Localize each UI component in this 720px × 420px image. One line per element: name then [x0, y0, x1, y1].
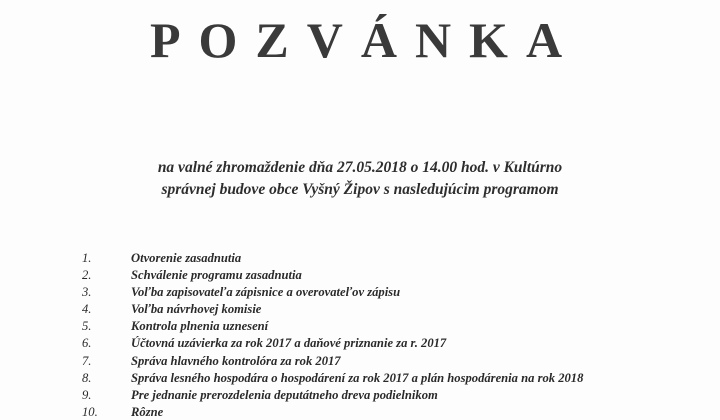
document-title: POZVÁNKA [149, 12, 581, 68]
subtitle-line-1: na valné zhromaždenie dňa 27.05.2018 o 14.00 hod. v Kultúrno [157, 159, 563, 176]
agenda-item-number: 4. [82, 302, 92, 317]
agenda-item-number: 5. [82, 319, 92, 334]
agenda-item [82, 335, 702, 352]
agenda-item-number: 2. [82, 268, 92, 283]
agenda-item-text: Správa lesného hospodára o hospodárení za rok 2017 a plán hospodárenia na rok 2018 [131, 370, 584, 385]
agenda-item [82, 301, 702, 318]
agenda-item-number: 10. [82, 404, 98, 419]
subtitle-line-2: správnej budove obce Vyšný Žipov s nasledujúcim programom [161, 181, 559, 198]
agenda-item [82, 250, 702, 267]
invitation-subtitle [0, 157, 720, 201]
agenda-item-text: Účtovná uzávierka za rok 2017 a daňové priznanie za r. 2017 [131, 336, 447, 351]
agenda-item-number: 6. [82, 336, 92, 351]
agenda-item-text: Schválenie programu zasadnutia [131, 268, 302, 283]
agenda-item-number: 1. [82, 251, 92, 265]
agenda-item-text: Otvorenie zasadnutia [131, 251, 242, 265]
agenda-item-text: Kontrola plnenia uznesení [131, 319, 269, 334]
agenda-item [82, 318, 702, 335]
agenda-item [82, 267, 702, 284]
agenda-item-text: Voľba návrhovej komisie [131, 302, 262, 317]
agenda-list [82, 250, 702, 420]
agenda-item-number: 8. [82, 370, 92, 385]
agenda-item-text: Správa hlavného kontrolóra za rok 2017 [131, 353, 341, 368]
agenda-item-number: 3. [82, 285, 92, 300]
agenda-item [82, 353, 702, 370]
agenda-item [82, 284, 702, 301]
agenda-item-text: Pre jednanie prerozdelenia deputátneho dreva podielnikom [131, 387, 438, 402]
agenda-item [82, 387, 702, 404]
agenda-item-number: 7. [82, 353, 92, 368]
agenda-item [82, 404, 702, 420]
agenda-item [82, 370, 702, 387]
agenda-item-text: Voľba zapisovateľa zápisnice a overovateľov zápisu [131, 285, 401, 300]
agenda-item-number: 9. [82, 387, 92, 402]
agenda-item-text: Rôzne [131, 404, 164, 419]
